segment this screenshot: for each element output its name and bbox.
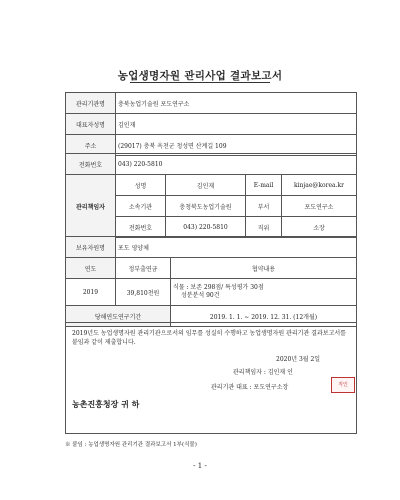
year-label: 연도 [66, 258, 116, 279]
period-label: 당해연도연구기간 [66, 306, 171, 327]
notice-body: 2019년도 농업생명자원 관리기관으로서의 임무를 성실히 수행하고 농업생명자원 관리기관 결과보고서를 붙임과 같이 제출합니다. [72, 330, 346, 346]
org-info-table [65, 92, 357, 156]
attachment-note: ※ 붙임 : 농업생명자원 관리기관 결과보고서 1부(식물) [65, 442, 197, 448]
manager-row-label: 관리책임자 [66, 175, 116, 238]
position-label: 직위 [246, 217, 282, 238]
year-value: 2019 [66, 279, 116, 306]
org-name-label: 관리기관명 [66, 93, 116, 114]
addr-value: (29017) 충북 옥천군 청성면 산계길 109 [116, 135, 357, 156]
recipient: 농촌진흥청장 귀 하 [72, 400, 140, 409]
affil-label: 소속기관 [116, 196, 166, 217]
table-row [66, 154, 357, 175]
resource-kind-value: 포도 영양체 [116, 237, 357, 258]
period-value: 2019. 1. 1. ~ 2019. 12. 31. (12개월) [171, 306, 357, 327]
dept-value: 포도연구소 [282, 196, 357, 217]
affil-value: 충청북도농업기술원 [166, 196, 246, 217]
fund-label: 정부출연금 [116, 258, 171, 279]
phone-value: 043) 220-5810 [116, 154, 357, 175]
manager-name-label: 성명 [116, 175, 166, 196]
phone-label: 전화번호 [66, 154, 116, 175]
official-seal: 직인 [331, 377, 355, 393]
fund-value: 39,810천원 [116, 279, 171, 306]
addr-label: 주소 [66, 135, 116, 156]
title-underline [130, 82, 270, 83]
resource-table [65, 236, 357, 327]
content-label: 협약내용 [171, 258, 357, 279]
content-line-2: 성분분석 90건 [181, 292, 220, 299]
signer-line: 관리책임자 : 김인재 인 [233, 369, 293, 376]
manager-phone-value: 043) 220-5810 [166, 217, 246, 238]
rep-label: 대표자성명 [66, 114, 116, 135]
org-rep-line: 관리기관 대표 : 포도연구소장 [211, 384, 289, 391]
table-row [66, 237, 357, 258]
resource-kind-label: 보유자원명 [66, 237, 116, 258]
submission-date: 2020년 3월 2일 [276, 356, 321, 363]
table-row [66, 279, 357, 306]
table-row [66, 93, 357, 114]
table-row [66, 175, 357, 196]
email-value: kinjae@korea.kr [282, 175, 357, 196]
table-row [66, 114, 357, 135]
content-line-1: 식물 : 보존 298점/ 특성평가 30점 [173, 284, 264, 291]
manager-name-value: 김인재 [166, 175, 246, 196]
org-name-value: 충북농업기술원 포도연구소 [116, 93, 357, 114]
page-number: - 1 - [193, 462, 207, 470]
dept-label: 부서 [246, 196, 282, 217]
submission-notice [65, 322, 357, 434]
manager-table [65, 153, 357, 238]
document-title: 농업생명자원 관리사업 결과보고서 [117, 70, 283, 82]
manager-phone-label: 전화번호 [116, 217, 166, 238]
table-row [66, 258, 357, 279]
position-value: 소장 [282, 217, 357, 238]
email-label: E-mail [246, 175, 282, 196]
rep-value: 김인재 [116, 114, 357, 135]
